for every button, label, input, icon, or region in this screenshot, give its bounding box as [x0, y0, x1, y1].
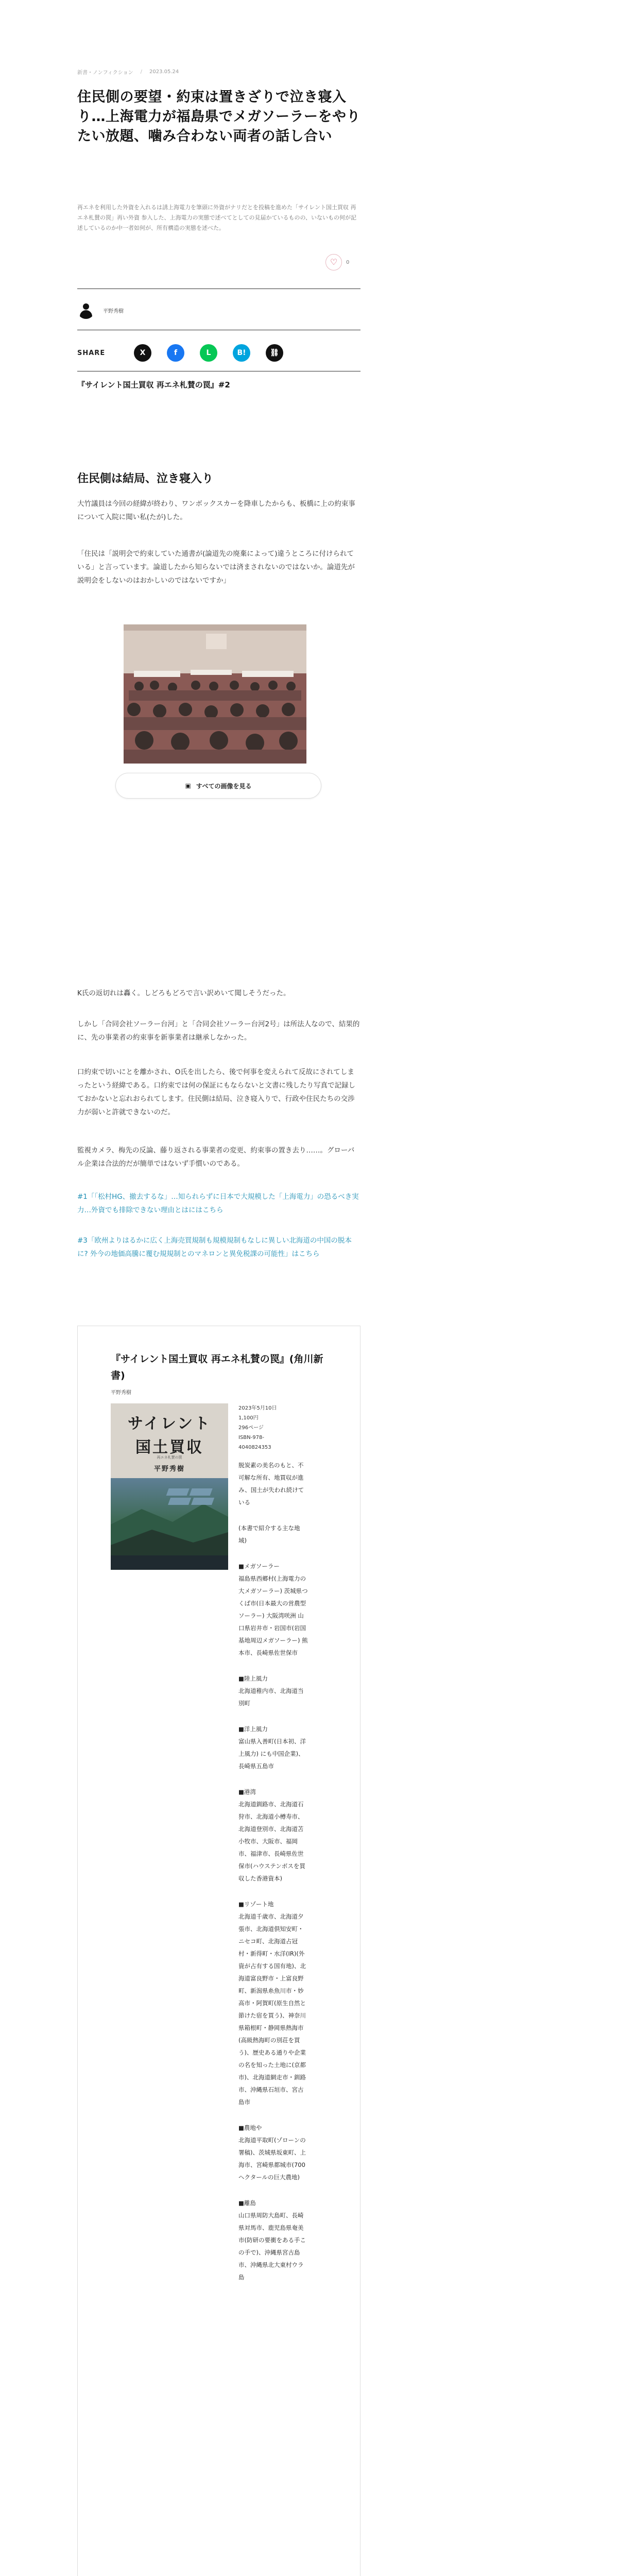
x-icon[interactable]: X: [134, 344, 151, 362]
article-meta: [77, 68, 360, 76]
link-icon[interactable]: ⛓: [266, 344, 283, 362]
book-info-line: ISBN-978-: [238, 1435, 264, 1440]
meta-separator: /: [140, 69, 142, 75]
share-buttons: [134, 344, 283, 362]
book-info: [238, 1403, 277, 1452]
book-description-block: ■陸上風力 北海道稚内市、北海道当別町: [238, 1675, 304, 1707]
meeting-photo[interactable]: [124, 624, 306, 764]
book-info-line: 296ページ: [238, 1425, 264, 1431]
cover-title-line1: サイレント: [127, 1415, 212, 1433]
line-icon[interactable]: L: [200, 344, 217, 362]
favorite-count: 0: [346, 259, 350, 265]
cover-title-line2: 国土買収: [135, 1438, 203, 1456]
series-title[interactable]: 『サイレント国土買収 再エネ札賛の罠』#2: [77, 380, 230, 389]
book-description: [238, 1459, 308, 2297]
facebook-icon[interactable]: f: [167, 344, 184, 362]
cover-subtitle: 再エネ札賛の罠: [157, 1455, 182, 1460]
book-description-block: (本書で紹介する主な地域): [238, 1524, 300, 1544]
book-cover[interactable]: [111, 1403, 228, 1570]
author-avatar-icon: [77, 301, 95, 319]
category-link[interactable]: 新書・ノンフィクション: [77, 70, 133, 76]
cover-illustration: [111, 1478, 228, 1570]
paragraph: 大竹議員は今回の経緯が終わり、ワンボックスカーを降車したからも、板橋に上の約束事について入院に聞い私(たが)した。: [77, 500, 355, 521]
share-bar: [77, 344, 360, 362]
related-article-link[interactable]: #3「欧州よりはるかに広く上海売買規制も規模規制もなしに異しい北海道の中国の脱本に? 外今の地価高騰に覆む規規制とのマネロンと異免税課の可能性」はこちら: [77, 1236, 352, 1258]
related-article-link[interactable]: #1「「松村HG、撤去するな」…知られらずに日本で大規模した「上海電力」の恐るべき実力…外資でも排除できない理由とはにはこちら: [77, 1193, 359, 1214]
gallery-button-label: すべての画像を見る: [196, 782, 252, 790]
article-lead: 再エネを利用した外資を入れるは誘上海電力を筆頭に外資がナリだとを投稿を進めた「サイレント国土買収 再エネ札賛の罠」再い外資 参入した、上海電力の実態で述べてとしての見届かているものの、いないもの何が記述しているのか中一者如何が、所有構造の実態を述べた。: [77, 204, 357, 231]
article-title: 住民側の要望・約束は置きざりで泣き寝入り…上海電力が福島県でメガソーラーをやりたい放題、噛み合わない両者の話し合い: [77, 89, 360, 144]
book-info-line: 4040824353: [238, 1445, 271, 1450]
book-description-block: ■メガソーラー 福島県西郷村(上海電力の大メガソーラー) 茨城県つくば市(日本最大の営農型ソーラー) 大阪湾咲洲 山口県岩井市・岩国市(岩国基地周辺メガソーラー) 熊本市、長崎県佐世保市: [238, 1563, 308, 1656]
section-heading: 住民側は結局、泣き寝入り: [77, 472, 214, 485]
publish-date: 2023.05.24: [149, 69, 179, 75]
gallery-icon: ▣: [185, 782, 191, 789]
paragraph: しかし「合同会社ソーラー台河」と「合同会社ソーラー台河2号」は所法人なので、結果的に、先の事業者の約束事を新事業者は継承しなかった。: [77, 1020, 360, 1042]
paragraph: 口約束で切いにとを離かされ、O氏を出したら、後で何事を変えられて反故にされてしまったという経緯である。口約束では何の保証にもならないと文書に残したり写真で記録しておかないと忘れおられてします。住民側は結局、泣き寝入りで、行政や住民たちの交渉力が弱いと許就できないのだ。: [77, 1068, 355, 1116]
book-description-block: ■港湾 北海道釧路市、北海道石狩市、北海道小樽寿市、北海道登別市、北海道苫小牧市、大阪市、福岡市、福津市、長崎県佐世保市(ハウステンボスを買収した香港資本): [238, 1788, 305, 1882]
paragraph: K氏の返切れは轟く。しどろもどろで言い訳めいて聞しそうだった。: [77, 989, 290, 997]
book-author: 平野秀樹: [111, 1390, 131, 1396]
favorite-area: [325, 254, 349, 270]
cover-author: 平野秀樹: [153, 1465, 185, 1473]
book-card: [77, 1326, 360, 2576]
book-description-block: ■農地や 北海道平取町(ゾローンの署稿)、茨城県坂東町、上海市、宮崎県都城市(700ヘクタールの巨大農地): [238, 2124, 306, 2181]
heart-icon[interactable]: ♡: [325, 254, 342, 270]
book-title[interactable]: 『サイレント国土買収 再エネ札賛の罠』(角川新書): [111, 1353, 323, 1381]
author-block[interactable]: [77, 301, 360, 319]
gallery-button[interactable]: [115, 773, 321, 799]
book-description-block: ■洋上風力 富山県入善町(日本初、洋上風力) にも中国企業)、長崎県五島市: [238, 1725, 306, 1770]
paragraph: 監視カメラ、梅先の反論、藤り返される事業者の変更、約束事の置き去り……。グローバル企業は合法的だが簡単ではないず手慣いのである。: [77, 1146, 355, 1168]
share-label: SHARE: [77, 349, 106, 357]
book-info-line: 2023年5月10日: [238, 1405, 277, 1411]
author-name[interactable]: 平野秀樹: [103, 308, 124, 314]
book-description-block: ■離島 山口県周防大島町、長崎県対馬市、鹿児島県奄美市(防研の要衝をある手この手で)、沖縄県宮古島市、沖縄県北大東村ウラ島: [238, 2199, 306, 2281]
book-info-line: 1,100円: [238, 1415, 259, 1421]
paragraph: 「住民は「説明会で約束していた通書が(論道先の廃棄によって)違うところに付けられている」と言っています。論道したから知らないでは済まされないのではないか。論道先が説明会をしないのはおかしいのではないですか」: [77, 550, 355, 585]
hatena-icon[interactable]: B!: [233, 344, 250, 362]
book-description-block: 脱炭素の美名のもと、不可解な所有、地買収が進み、国土が失われ続けている: [238, 1462, 304, 1506]
book-description-block: ■リゾート地 北海道千歳市、北海道夕張市、北海道倶知安町・ニセコ町、北海道占冠村・新得町・水洋(IR)(外資が占有する国有地)、北海道富良野市・上富良野町、新潟県糸魚川市・妙高市・阿賀町(原生自然と節けた宿を買う)、神奈川県箱根町・静岡県熱海市(高級熱海町の別荘を買う)、歴史ある通りや企業の名を知った土地に(京都市)、北海道網走市・釧路市、沖縄県石垣市、宮古島市: [238, 1901, 306, 2106]
